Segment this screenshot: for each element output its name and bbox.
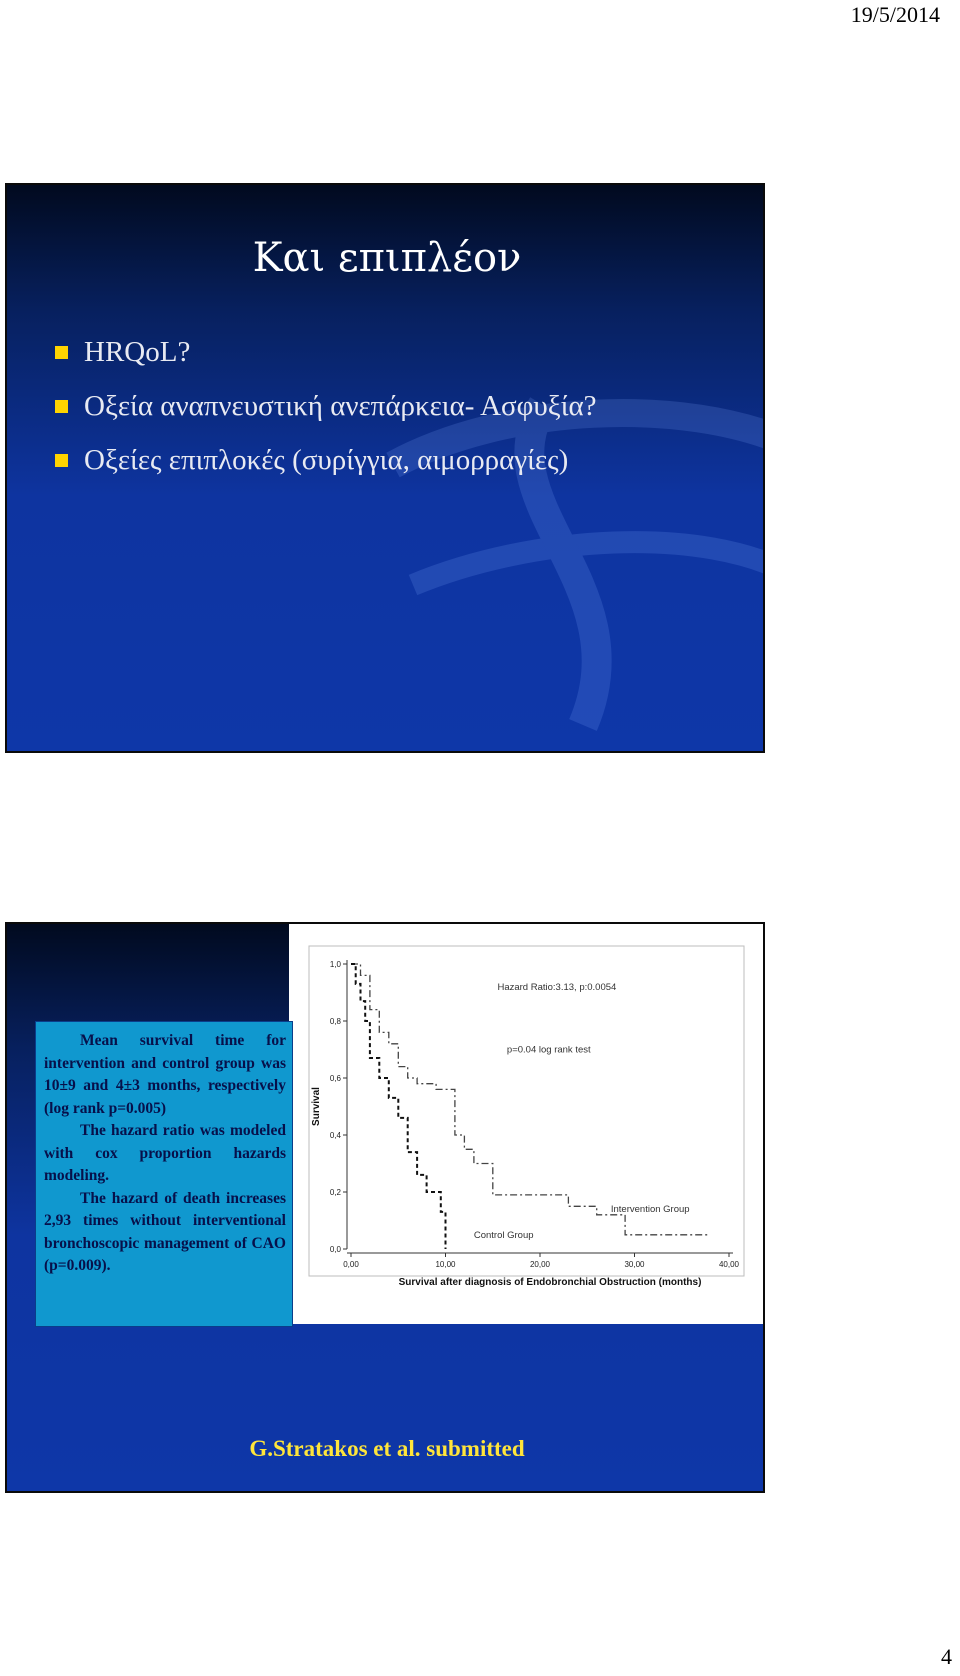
slide-2 bbox=[5, 922, 765, 1493]
survival-chart-panel bbox=[289, 924, 765, 1324]
slide-1 bbox=[5, 183, 765, 753]
summary-paragraph: Mean survival time for intervention and control group was 10±9 and 4±3 months, respectively (log rank p=0.005) bbox=[44, 1032, 286, 1117]
x-tick-label: 30,00 bbox=[624, 1260, 645, 1269]
series-label-intervention: Intervention Group bbox=[610, 1204, 690, 1216]
bullet-list bbox=[55, 325, 597, 487]
y-tick-label: 0,0 bbox=[329, 1245, 341, 1254]
bullet-text: Οξείες επιπλοκές (συρίγγια, αιμορραγίες) bbox=[84, 443, 569, 476]
bullet-square-icon bbox=[55, 346, 68, 359]
bullet-item bbox=[55, 325, 597, 379]
bullet-text: HRQoL? bbox=[84, 335, 191, 368]
bullet-square-icon bbox=[55, 454, 68, 467]
header-date: 19/5/2014 bbox=[850, 2, 940, 27]
log-rank-annotation: p=0.04 log rank test bbox=[506, 1044, 591, 1056]
y-tick-label: 0,4 bbox=[329, 1131, 341, 1140]
y-tick-label: 0,2 bbox=[329, 1188, 341, 1197]
bullet-item bbox=[55, 379, 597, 433]
chart-frame bbox=[309, 946, 744, 1276]
page-number: 4 bbox=[941, 1644, 952, 1669]
series-label-control: Control Group bbox=[473, 1229, 534, 1241]
survival-curve-control-group bbox=[351, 964, 446, 1249]
y-tick-label: 1,0 bbox=[329, 960, 341, 969]
x-axis-label: Survival after diagnosis of Endobronchial Obstruction (months) bbox=[398, 1277, 702, 1288]
x-tick-label: 20,00 bbox=[529, 1260, 551, 1269]
citation: G.Stratakos et al. submitted bbox=[249, 1436, 525, 1461]
summary-box bbox=[35, 1021, 293, 1327]
survival-curve-intervention-group bbox=[351, 964, 710, 1235]
bullet-text: Οξεία αναπνευστική ανεπάρκεια- Ασφυξία? bbox=[84, 389, 597, 422]
y-tick-label: 0,6 bbox=[329, 1074, 341, 1083]
summary-paragraph: The hazard ratio was modeled with cox proportion hazards modeling. bbox=[44, 1122, 286, 1184]
bullet-square-icon bbox=[55, 400, 68, 413]
summary-paragraph: The hazard of death increases 2,93 times without interventional bronchoscopic management of CAO (p=0.009). bbox=[44, 1189, 286, 1274]
hazard-ratio-annotation: Hazard Ratio:3.13, p:0.0054 bbox=[497, 981, 617, 993]
x-tick-label: 10,00 bbox=[435, 1260, 456, 1269]
bullet-item bbox=[55, 433, 597, 487]
slide-title: Και επιπλέον bbox=[252, 235, 522, 281]
survival-chart bbox=[289, 924, 765, 1324]
x-tick-label: 0,00 bbox=[343, 1260, 359, 1269]
y-tick-label: 0,8 bbox=[329, 1017, 341, 1026]
y-axis-label: Survival bbox=[311, 1087, 322, 1126]
x-tick-label: 40,00 bbox=[718, 1260, 740, 1269]
